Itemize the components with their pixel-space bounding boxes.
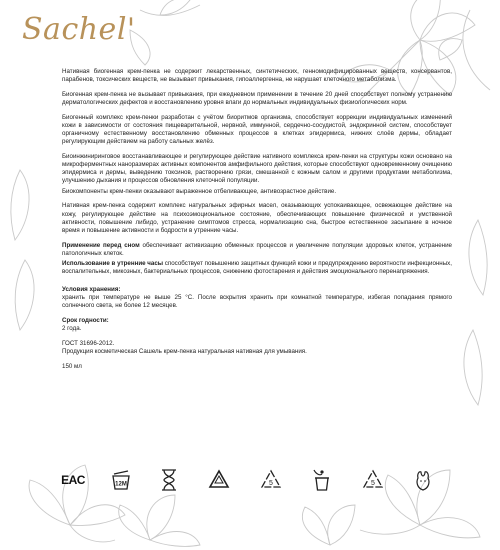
leaves-top-left	[130, 0, 200, 65]
open-jar-label: 12M	[115, 481, 127, 488]
usage-morning	[62, 260, 452, 276]
usage-morning-text: способствует повышению защитных функций кожи и предупреждению вероятности инфекционных, воспалительных, микозных, бактериальных процессов, снижению фотостарения и действия эмоционального перенапряжения.	[62, 259, 452, 275]
product-description	[62, 68, 452, 378]
shelf-life	[62, 317, 452, 333]
usage-before-sleep	[62, 242, 452, 258]
paragraph-biorhythms: Биогенный комплекс крем-пенки разработан с учётом биоритмов организма, способствует коррекции индивидуальных изменений кожи в зависимости от состояния пищеварительной, нервной, иммунной, сердечно-сосудистой, эндокринной систем, способствует органичному естественному восстановлению обменных процессов в клетках эпидермиса, нижних слоёв дермы, обладает регулирующим действием на работу сальных желёз.	[62, 113, 452, 146]
shelf-life-value: 2 года.	[62, 324, 82, 332]
storage-title: Условия хранения:	[62, 285, 121, 293]
recycle-code-label: 5	[371, 480, 375, 487]
storage-conditions	[62, 286, 452, 310]
paragraph-no-addiction: Биогенная крем-пенка не вызывает привыкания, при ежедневном применении в течение 20 дней способствует полному устранению дерматологических дефектов и восстановлению уровня влаги до нормальных индивидуальных физиологических норм.	[62, 90, 452, 107]
recycle-code-label: 5	[269, 480, 273, 487]
standard-info	[62, 340, 452, 356]
eac-mark-icon: EAC	[61, 473, 85, 487]
volume: 150 мл	[62, 362, 82, 370]
flower-bottom-right-2	[302, 505, 355, 545]
leaves-right-side	[464, 220, 487, 405]
leaves-left-side	[11, 170, 34, 330]
paragraph-composition: Нативная биогенная крем-пенка не содержит лекарственных, синтетических, генномодифицированных веществ, консервантов, парабенов, токсических веществ, не вызывает привыкания, гипоаллергенна, не нарушает клеточного метаболизма.	[62, 68, 452, 84]
product-name-line: Продукция косметическая Сашель крем-пенка натуральная нативная для умывания.	[62, 347, 307, 355]
bin-disposal-icon	[310, 468, 334, 492]
open-jar-icon	[108, 468, 134, 492]
usage-morning-lead: Использование в утренние часы	[62, 259, 164, 267]
recycle-triangle-icon	[258, 468, 284, 492]
paragraph-essential-oils: Нативная крем-пенка содержит комплекс натуральных эфирных масел, оказывающих успокаивающее, освежающее действие на кожу, регулирующее действие на психоэмоциональное состояние, обеспечивающих повышение физической и умственной активности, повышение либидо, устранение симптомов стресса, нормализацию сна, быстрое естественное засыпание в ночное время и повышение активности и бодрости в утренние часы.	[62, 202, 452, 234]
recycle-triangle-icon	[360, 468, 386, 492]
paragraph-whitening: Биокомпоненты крем-пенки оказывают выраженное отбеливающее, антивозрастное действие.	[62, 187, 337, 195]
hourglass-icon	[158, 468, 180, 492]
paragraph-bioengineering: Биоинжиниринговое восстанавливающее и регулирующее действие нативного комплекса крем-пенки на структуры кожи основано на микроферментных наноразмерах активных компонентов амфифильного действия, которые способствуют одновременному очищению эпидермиса и дермы, выведению токсинов, растворению грязи, смешанной с кожным салом и другими продуктами метаболизма, улучшению дыхания и процессов обновления клеточной популяции.	[62, 153, 452, 185]
usage-before-sleep-text: обеспечивает активизацию обменных процессов и увеличение популяции здоровых клеток, устранение патологичных клеток.	[62, 241, 452, 257]
storage-text: хранить при температуре не выше 25 °С. После вскрытия хранить при комнатной температуре, избегая попадания прямого солнечного света, не более 12 месяцев.	[62, 293, 452, 309]
brand-logo: Sachel'	[22, 12, 136, 47]
shelf-life-title: Срок годности:	[62, 316, 109, 324]
mobius-loop-icon	[206, 468, 232, 492]
no-animal-testing-icon	[410, 468, 436, 492]
flower-bottom-left-2	[119, 495, 200, 546]
certification-icons-row	[60, 468, 450, 496]
usage-before-sleep-lead: Применение перед сном	[62, 241, 140, 249]
gost-number: ГОСТ 31696-2012.	[62, 339, 115, 347]
